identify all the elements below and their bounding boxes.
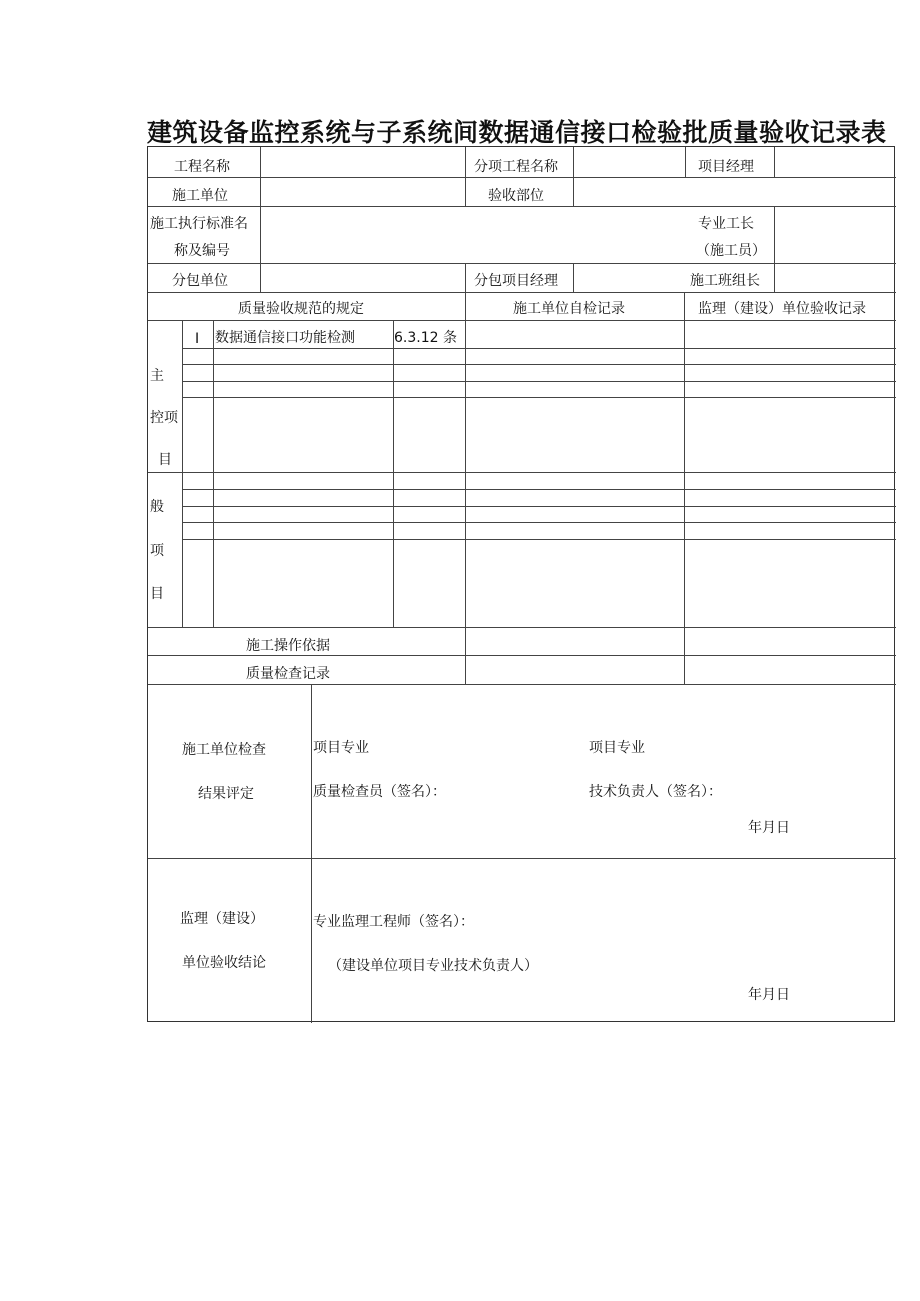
item-clause: 6.3.12 条 [394, 330, 457, 346]
tech-lead-signature: 技术负责人（签名）： [589, 784, 722, 800]
rule [774, 206, 775, 292]
rule [213, 320, 214, 627]
rule [182, 539, 896, 540]
general-label-2: 项 [150, 543, 164, 559]
main-control-label-3: 目 [158, 452, 172, 468]
construction-eval-date: 年月日 [748, 820, 790, 836]
team-leader-label: 施工班组长 [690, 273, 760, 289]
supervision-conclusion-label: 监理（建设） [180, 911, 264, 927]
acceptance-record-table [147, 146, 895, 1022]
rule [182, 506, 896, 507]
rule [573, 147, 574, 206]
rule [148, 858, 896, 859]
quality-record-label: 质量检查记录 [246, 666, 330, 682]
project-name-label: 工程名称 [174, 159, 230, 175]
rule [573, 263, 574, 292]
rule [182, 489, 896, 490]
rule [182, 364, 896, 365]
self-check-column-header: 施工单位自检记录 [513, 301, 625, 317]
rule [182, 381, 896, 382]
construction-unit-label: 施工单位 [172, 188, 228, 204]
quality-inspector-signature: 质量检查员（签名）： [313, 784, 446, 800]
rule [148, 472, 896, 473]
spec-column-header: 质量验收规范的规定 [238, 301, 364, 317]
rule [148, 320, 896, 321]
rule [260, 263, 261, 292]
rule [774, 147, 775, 177]
project-specialty-text-right: 项目专业 [589, 740, 645, 756]
form-title: 建筑设备监控系统与子系统间数据通信接口检验批质量验收记录表 [147, 118, 887, 147]
rule [148, 627, 896, 628]
acceptance-part-label: 验收部位 [488, 188, 544, 204]
rule [182, 522, 896, 523]
owner-tech-lead-text: （建设单位项目专业技术负责人） [328, 958, 538, 974]
standard-label: 施工执行标准名 [150, 216, 248, 232]
rule [148, 684, 896, 685]
rule [393, 320, 394, 627]
rule [260, 147, 261, 263]
rule [311, 684, 312, 1023]
rule [685, 147, 686, 177]
standard-label-cont: 称及编号 [174, 243, 230, 259]
operation-basis-label: 施工操作依据 [246, 638, 330, 654]
rule [465, 147, 466, 206]
main-control-label-2: 控项 [150, 410, 178, 426]
item-number: I [195, 331, 200, 347]
item-name: 数据通信接口功能检测 [215, 330, 355, 346]
subproject-name-label: 分项工程名称 [474, 159, 558, 175]
rule [465, 292, 466, 684]
construction-eval-label: 施工单位检查 [182, 742, 266, 758]
foreman-label-cont: （施工员） [696, 243, 766, 259]
supervision-conclusion-label-cont: 单位验收结论 [182, 955, 266, 971]
rule [182, 397, 896, 398]
rule [148, 292, 896, 293]
general-label-1: 般 [150, 499, 164, 515]
construction-eval-label-cont: 结果评定 [198, 786, 254, 802]
supervision-date: 年月日 [748, 987, 790, 1003]
sub-pm-label: 分包项目经理 [474, 273, 558, 289]
supervisor-signature: 专业监理工程师（签名）： [313, 914, 474, 930]
general-label-3: 目 [150, 586, 164, 602]
rule [182, 320, 183, 627]
supervision-column-header: 监理（建设）单位验收记录 [698, 301, 866, 317]
rule [465, 263, 466, 292]
rule [148, 655, 896, 656]
rule [182, 348, 896, 349]
main-control-label-1: 主 [150, 368, 164, 384]
foreman-label: 专业工长 [698, 216, 754, 232]
project-manager-label: 项目经理 [698, 159, 754, 175]
project-specialty-text: 项目专业 [313, 740, 369, 756]
rule [684, 292, 685, 684]
subcontractor-label: 分包单位 [172, 273, 228, 289]
